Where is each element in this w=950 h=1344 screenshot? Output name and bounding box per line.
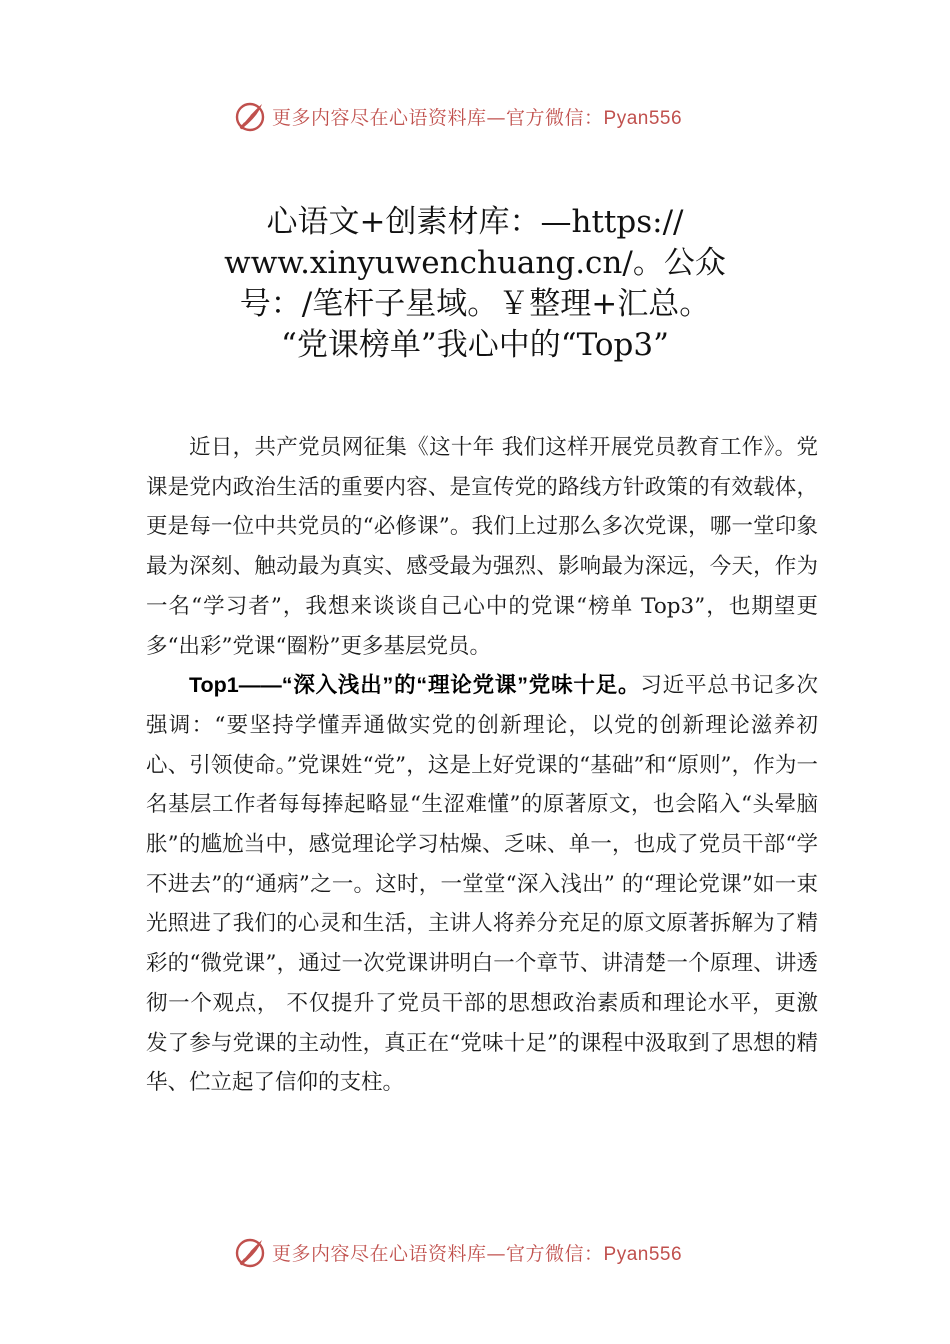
wechat-id: Pyan556 bbox=[603, 107, 683, 129]
paragraph-text: 近日，共产党员网征集《这十年 我们这样开展党员教育工作》。党课是党内政治生活的重要内容、是宣传党的路线方针政策的有效载体，更是每一位中共党员的“必修课”。我们上过那么多次党课，哪一堂印象最为深刻、触动最为真实、感受最为强烈、影响最为深远，今天，作为一名“学习者”，我想来谈谈自己心中的党课“榜单 Top3”，也期望更多“出彩”党课“圈粉”更多基层党员。 bbox=[146, 435, 818, 659]
banner-text: 更多内容尽在心语资料库—官方微信：Pyan556 bbox=[272, 1242, 683, 1265]
paragraph-lead-heading: Top1——“深入浅出”的“理论党课”党味十足。 bbox=[189, 673, 641, 698]
document-body bbox=[146, 428, 818, 1103]
title-line: 心语文+创素材库：—https:// bbox=[266, 204, 684, 240]
pen-flame-logo-icon bbox=[232, 1234, 268, 1270]
title-line: “党课榜单”我心中的“Top3” bbox=[281, 327, 669, 363]
wechat-id: Pyan556 bbox=[603, 1243, 683, 1265]
title-line: 号：/笔杆子星域。￥整理+汇总。 bbox=[239, 286, 711, 322]
pen-flame-logo-icon bbox=[232, 98, 268, 134]
paragraph-intro bbox=[146, 428, 818, 666]
paragraph-top1 bbox=[146, 666, 818, 1103]
document-title bbox=[150, 202, 800, 366]
banner-text: 更多内容尽在心语资料库—官方微信：Pyan556 bbox=[272, 106, 683, 129]
paragraph-text: 习近平总书记多次强调：“要坚持学懂弄通做实党的创新理论，以党的创新理论滋养初心、引领使命。”党课姓“党”，这是上好党课的“基础”和“原则”，作为一名基层工作者每每捧起略显“生涩难懂”的原著原文，也会陷入“头晕脑胀”的尴尬当中，感觉理论学习枯燥、乏味、单一，也成了党员干部“学不进去”的“通病”之一。这时，一堂堂“深入浅出” 的“理论党课”如一束光照进了我们的心灵和生活，主讲人将养分充足的原文原著拆解为了精彩的“微党课”，通过一次党课讲明白一个章节、讲清楚一个原理、讲透彻一个观点， 不仅提升了党员干部的思想政治素质和理论水平，更激发了参与党课的主动性，真正在“党味十足”的课程中汲取到了思想的精华、伫立起了信仰的支柱。 bbox=[146, 673, 818, 1096]
header-banner bbox=[232, 96, 682, 136]
title-line: www.xinyuwenchuang.cn/。公众 bbox=[224, 245, 726, 281]
footer-banner bbox=[232, 1232, 682, 1272]
